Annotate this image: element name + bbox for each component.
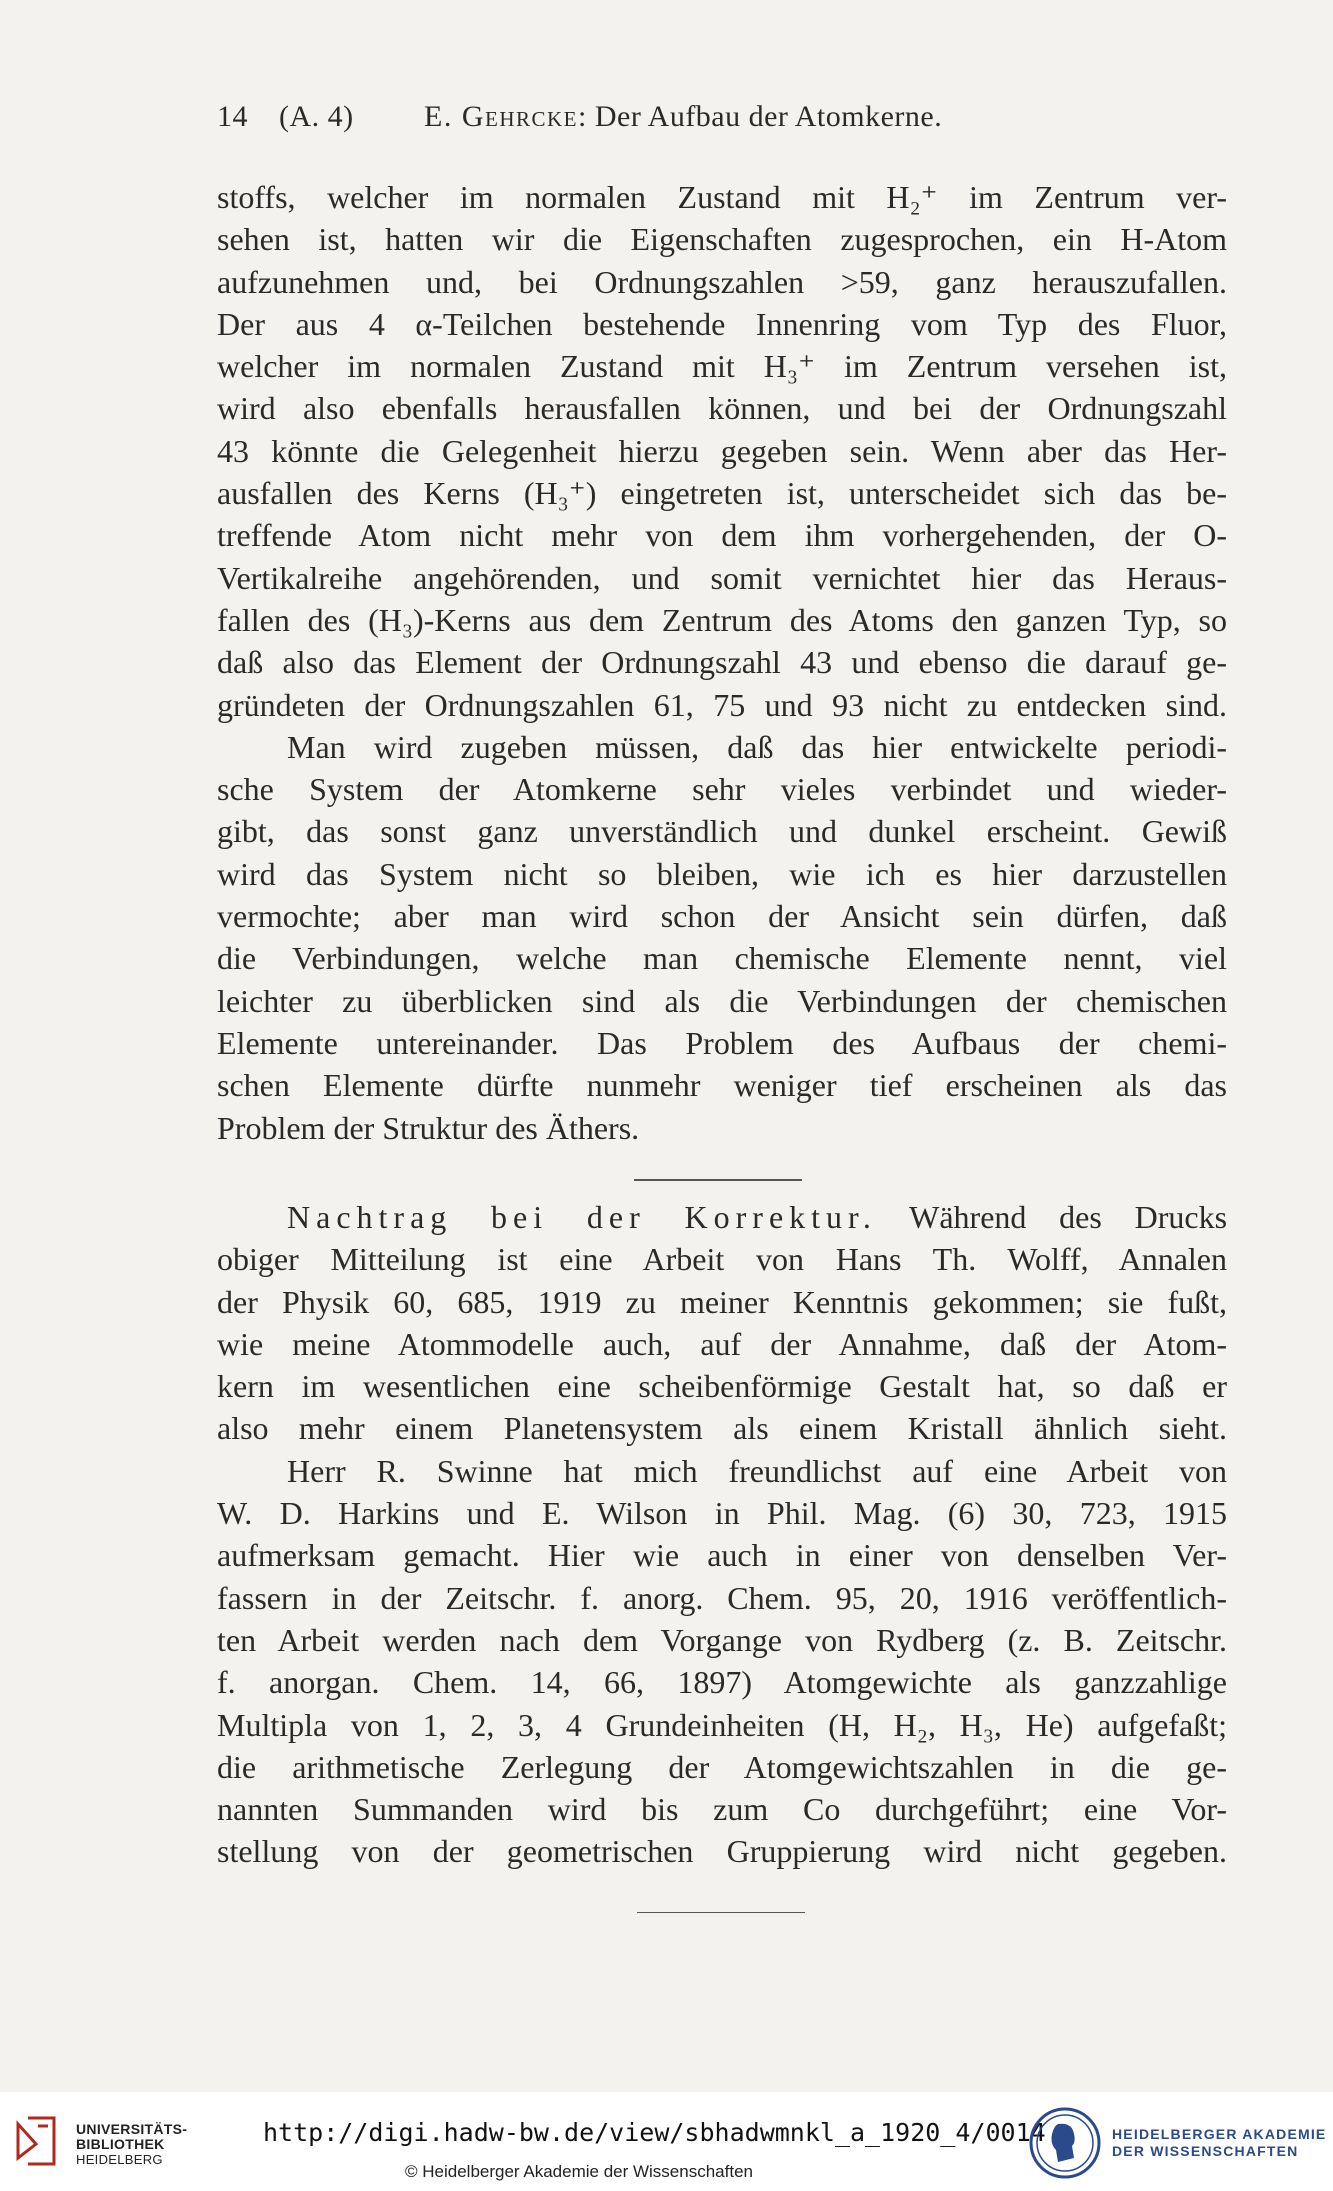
text-line: Problem der Struktur des Äthers.	[217, 1109, 640, 1146]
academy-seal-icon	[1028, 2106, 1102, 2180]
text-line: f. anorgan. Chem. 14, 66, 1897) Atomgewichte als ganzzahlige	[217, 1664, 1227, 1701]
text-line: gibt, das sonst ganz unverständlich und dunkel erscheint. Gewiß	[217, 813, 1227, 850]
text-line: leichter zu überblicken sind als die Verbindungen der chemischen	[217, 982, 1227, 1019]
text-line: die Verbindungen, welche man chemische Elemente nennt, viel	[217, 940, 1227, 977]
text-line: wird also ebenfalls herausfallen können, und bei der Ordnungszahl	[217, 390, 1227, 427]
text-line: welcher im normalen Zustand mit H₃⁺ im Zentrum versehen ist,	[217, 348, 1227, 385]
text-line: die arithmetische Zerlegung der Atomgewichtszahlen in die ge-	[217, 1748, 1227, 1785]
text-line: nannten Summanden wird bis zum Co durchgeführt; eine Vor-	[217, 1791, 1227, 1828]
academy-line-1: HEIDELBERGER AKADEMIE	[1112, 2126, 1327, 2142]
copyright-notice: © Heidelberger Akademie der Wissenschaften	[405, 2162, 753, 2181]
permalink-url[interactable]: http://digi.hadw-bw.de/view/sbhadwmnkl_a_1920_4/0014	[263, 2118, 1046, 2147]
section-number: (A. 4)	[279, 100, 354, 133]
text-line: schen Elemente dürfte nunmehr weniger tief erscheinen als das	[217, 1067, 1227, 1104]
text-line: wie meine Atommodelle auch, auf der Annahme, daß der Atom-	[217, 1325, 1227, 1362]
text-line: fallen des (H₃)-Kerns aus dem Zentrum des Atoms den ganzen Typ, so	[217, 601, 1227, 638]
library-line-1: UNIVERSITÄTS-	[76, 2121, 188, 2137]
text-line: aufmerksam gemacht. Hier wie auch in einer von denselben Ver-	[217, 1537, 1227, 1574]
nachtrag-line1-rest: Während des Drucks	[909, 1199, 1228, 1235]
text-line: stoffs, welcher im normalen Zustand mit H₂⁺ im Zentrum ver-	[217, 179, 1227, 215]
end-divider	[637, 1912, 805, 1913]
university-library-name	[76, 2122, 187, 2167]
text-line: sehen ist, hatten wir die Eigenschaften zugesprochen, ein H-Atom	[217, 221, 1227, 258]
paragraph-1	[217, 176, 1227, 1149]
text-line: wird das System nicht so bleiben, wie ich es hier darzustellen	[217, 855, 1227, 892]
university-library-logo-icon	[14, 2114, 68, 2168]
text-line: also mehr einem Planetensystem als einem Kristall ähnlich sieht.	[217, 1410, 1227, 1447]
text-line: Vertikalreihe angehörenden, und somit vernichtet hier das Heraus-	[217, 559, 1227, 596]
text-line: Multipla von 1, 2, 3, 4 Grundeinheiten (H, H₂, H₃, He) aufgefaßt;	[217, 1706, 1227, 1743]
text-line: Man wird zugeben müssen, daß das hier entwickelte periodi-	[287, 728, 1227, 765]
footer-bar	[0, 2092, 1333, 2191]
text-line: daß also das Element der Ordnungszahl 43 und ebenso die darauf ge-	[217, 644, 1227, 681]
text-line: fassern in der Zeitschr. f. anorg. Chem. 95, 20, 1916 veröffentlich-	[217, 1579, 1227, 1616]
text-line: treffende Atom nicht mehr von dem ihm vorhergehenden, der O-	[217, 517, 1227, 554]
page-number: 14	[217, 100, 248, 133]
text-line: stellung von der geometrischen Gruppierung wird nicht gegeben.	[217, 1833, 1227, 1870]
text-line: Elemente untereinander. Das Problem des Aufbaus der chemi-	[217, 1024, 1227, 1061]
text-line: der Physik 60, 685, 1919 zu meiner Kenntnis gekommen; sie fußt,	[217, 1283, 1227, 1320]
academy-name	[1112, 2126, 1326, 2160]
text-line: sche System der Atomkerne sehr vieles verbindet und wieder-	[217, 771, 1227, 808]
library-line-3: HEIDELBERG	[76, 2152, 163, 2167]
library-line-2: BIBLIOTHEK	[76, 2136, 165, 2152]
text-line: kern im wesentlichen eine scheibenförmige Gestalt hat, so daß er	[217, 1368, 1227, 1405]
text-line: Herr R. Swinne hat mich freundlichst auf eine Arbeit von	[287, 1452, 1227, 1489]
header-title: : Der Aufbau der Atomkerne.	[578, 100, 943, 133]
running-header	[217, 100, 1227, 134]
text-line: obiger Mitteilung ist eine Arbeit von Hans Th. Wolff, Annalen	[217, 1241, 1227, 1278]
text-line: gründeten der Ordnungszahlen 61, 75 und 93 nicht zu entdecken sind.	[217, 686, 1227, 723]
text-line: ten Arbeit werden nach dem Vorgange von Rydberg (z. B. Zeitschr.	[217, 1621, 1227, 1658]
text-line: Der aus 4 α-Teilchen bestehende Innenring vom Typ des Fluor,	[217, 305, 1227, 342]
section-divider	[634, 1179, 802, 1181]
nachtrag-heading: Nachtrag bei der Korrektur.	[287, 1199, 877, 1235]
header-author: E. Gehrcke	[424, 100, 578, 133]
academy-line-2: DER WISSENSCHAFTEN	[1112, 2143, 1299, 2159]
text-line: 43 könnte die Gelegenheit hierzu gegeben sein. Wenn aber das Her-	[217, 432, 1227, 469]
text-line: ausfallen des Kerns (H₃⁺) eingetreten ist, unterscheidet sich das be-	[217, 475, 1227, 512]
text-line: W. D. Harkins und E. Wilson in Phil. Mag. (6) 30, 723, 1915	[217, 1495, 1227, 1532]
text-line: vermochte; aber man wird schon der Ansicht sein dürfen, daß	[217, 898, 1227, 935]
text-line	[217, 1196, 1227, 1238]
paragraph-nachtrag	[217, 1196, 1227, 1873]
text-line: aufzunehmen und, bei Ordnungszahlen >59, ganz herauszufallen.	[217, 263, 1227, 300]
